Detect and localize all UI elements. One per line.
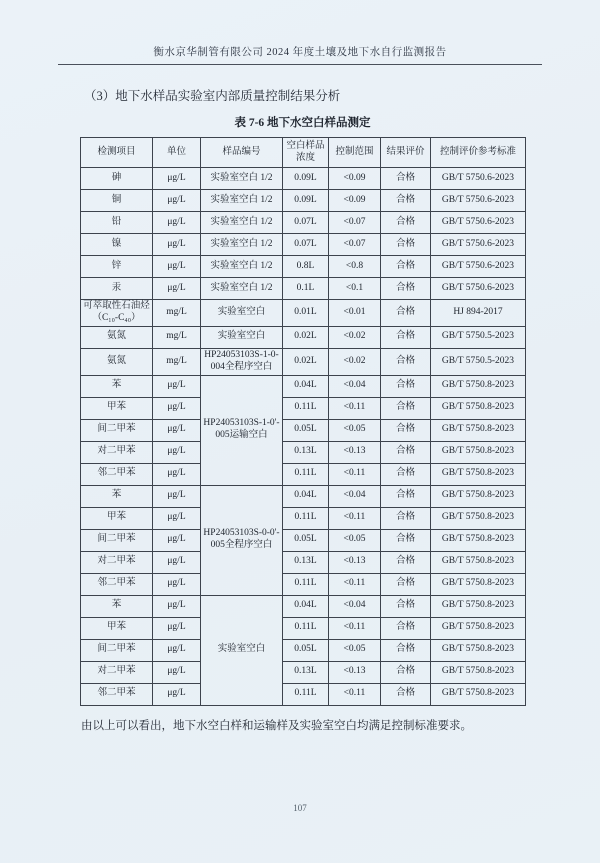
table-cell-conc: 0.13L [283, 551, 329, 573]
table-row [81, 617, 526, 639]
table-cell-standard: GB/T 5750.8-2023 [431, 595, 526, 617]
table-cell-conc: 0.02L [283, 326, 329, 348]
table-cell-unit: μg/L [153, 463, 201, 485]
table-cell-unit: μg/L [153, 397, 201, 419]
table-cell-range: <0.05 [329, 639, 381, 661]
table-cell-standard: GB/T 5750.8-2023 [431, 419, 526, 441]
table-row [81, 190, 526, 212]
table-cell-item: 对二甲苯 [81, 551, 153, 573]
column-header: 空白样品浓度 [283, 138, 329, 168]
table-cell-unit: μg/L [153, 617, 201, 639]
table-cell-range: <0.11 [329, 573, 381, 595]
table-cell-result: 合格 [381, 190, 431, 212]
table-cell-item: 间二甲苯 [81, 529, 153, 551]
table-cell-range: <0.8 [329, 256, 381, 278]
table-cell-conc: 0.11L [283, 683, 329, 705]
table-cell-range: <0.07 [329, 234, 381, 256]
table-row [81, 573, 526, 595]
table-header-row [81, 138, 526, 168]
table-cell-result: 合格 [381, 212, 431, 234]
table-row [81, 529, 526, 551]
table-cell-standard: GB/T 5750.8-2023 [431, 529, 526, 551]
table-cell-conc: 0.01L [283, 300, 329, 327]
table-cell-sample: 实验室空白 [201, 595, 283, 705]
table-row [81, 326, 526, 348]
table-cell-item: 邻二甲苯 [81, 463, 153, 485]
table-cell-result: 合格 [381, 397, 431, 419]
table-cell-conc: 0.11L [283, 617, 329, 639]
table-cell-result: 合格 [381, 326, 431, 348]
table-cell-unit: μg/L [153, 234, 201, 256]
table-cell-range: <0.04 [329, 595, 381, 617]
table-cell-unit: μg/L [153, 419, 201, 441]
section-heading: （3）地下水样品实验室内部质量控制结果分析 [84, 89, 341, 103]
table-cell-conc: 0.1L [283, 278, 329, 300]
table-cell-standard: GB/T 5750.8-2023 [431, 639, 526, 661]
table-cell-result: 合格 [381, 441, 431, 463]
table-cell-standard: GB/T 5750.8-2023 [431, 441, 526, 463]
table-cell-range: <0.13 [329, 551, 381, 573]
table-row [81, 551, 526, 573]
table-cell-item: 氨氮 [81, 326, 153, 348]
table-cell-range: <0.02 [329, 326, 381, 348]
table-row [81, 138, 526, 168]
table-cell-result: 合格 [381, 375, 431, 397]
conclusion-text: 由以上可以看出，地下水空白样和运输样及实验室空白均满足控制标准要求。 [81, 719, 472, 732]
table-cell-standard: GB/T 5750.8-2023 [431, 551, 526, 573]
table-cell-result: 合格 [381, 168, 431, 190]
table-cell-range: <0.09 [329, 190, 381, 212]
table-cell-conc: 0.09L [283, 168, 329, 190]
table-cell-item: 铜 [81, 190, 153, 212]
table-cell-result: 合格 [381, 661, 431, 683]
table-cell-unit: mg/L [153, 326, 201, 348]
table-cell-item: 锌 [81, 256, 153, 278]
table-cell-range: <0.11 [329, 397, 381, 419]
table-row [81, 212, 526, 234]
table-cell-item: 汞 [81, 278, 153, 300]
table-cell-standard: GB/T 5750.8-2023 [431, 507, 526, 529]
table-cell-item: 邻二甲苯 [81, 573, 153, 595]
table-cell-range: <0.07 [329, 212, 381, 234]
table-cell-sample: 实验室空白 [201, 300, 283, 327]
table-row [81, 168, 526, 190]
table-cell-conc: 0.11L [283, 463, 329, 485]
table-cell-unit: μg/L [153, 190, 201, 212]
table-cell-unit: μg/L [153, 529, 201, 551]
table-cell-result: 合格 [381, 573, 431, 595]
table-cell-item: 甲苯 [81, 617, 153, 639]
table-cell-unit: μg/L [153, 485, 201, 507]
blank-sample-table [80, 137, 526, 706]
table-row [81, 348, 526, 375]
table-cell-standard: GB/T 5750.6-2023 [431, 168, 526, 190]
table-row [81, 507, 526, 529]
table-row [81, 485, 526, 507]
table-cell-sample: HP24053103S-0-0'-005全程序空白 [201, 485, 283, 595]
table-cell-standard: GB/T 5750.8-2023 [431, 485, 526, 507]
table-cell-unit: μg/L [153, 212, 201, 234]
column-header: 样品编号 [201, 138, 283, 168]
table-cell-unit: μg/L [153, 573, 201, 595]
table-cell-range: <0.04 [329, 375, 381, 397]
table-cell-item: 甲苯 [81, 397, 153, 419]
table-cell-conc: 0.11L [283, 573, 329, 595]
table-cell-unit: μg/L [153, 441, 201, 463]
table-cell-standard: GB/T 5750.6-2023 [431, 234, 526, 256]
table-cell-conc: 0.09L [283, 190, 329, 212]
table-cell-range: <0.05 [329, 419, 381, 441]
table-cell-standard: GB/T 5750.8-2023 [431, 463, 526, 485]
table-cell-standard: GB/T 5750.8-2023 [431, 661, 526, 683]
table-cell-range: <0.1 [329, 278, 381, 300]
table-cell-conc: 0.05L [283, 419, 329, 441]
table-cell-unit: mg/L [153, 348, 201, 375]
table-cell-item: 邻二甲苯 [81, 683, 153, 705]
table-cell-unit: μg/L [153, 375, 201, 397]
table-cell-item: 铅 [81, 212, 153, 234]
column-header: 结果评价 [381, 138, 431, 168]
table-cell-item: 可萃取性石油烃（C₁₀-C₄₀） [81, 300, 153, 327]
table-cell-item: 苯 [81, 485, 153, 507]
table-cell-standard: GB/T 5750.5-2023 [431, 326, 526, 348]
table-cell-standard: GB/T 5750.8-2023 [431, 397, 526, 419]
table-cell-conc: 0.13L [283, 441, 329, 463]
table-cell-standard: GB/T 5750.8-2023 [431, 683, 526, 705]
table-cell-range: <0.11 [329, 507, 381, 529]
table-cell-item: 苯 [81, 595, 153, 617]
table-cell-conc: 0.05L [283, 529, 329, 551]
table-cell-result: 合格 [381, 485, 431, 507]
table-cell-range: <0.04 [329, 485, 381, 507]
table-cell-standard: GB/T 5750.8-2023 [431, 375, 526, 397]
table-cell-sample: 实验室空白 1/2 [201, 256, 283, 278]
table-cell-standard: GB/T 5750.6-2023 [431, 190, 526, 212]
table-cell-result: 合格 [381, 529, 431, 551]
table-cell-conc: 0.07L [283, 234, 329, 256]
table-cell-standard: GB/T 5750.6-2023 [431, 256, 526, 278]
table-cell-conc: 0.04L [283, 375, 329, 397]
table-cell-sample: 实验室空白 1/2 [201, 278, 283, 300]
table-cell-result: 合格 [381, 348, 431, 375]
table-cell-item: 对二甲苯 [81, 441, 153, 463]
table-cell-result: 合格 [381, 595, 431, 617]
table-row [81, 639, 526, 661]
table-row [81, 300, 526, 327]
table-cell-item: 砷 [81, 168, 153, 190]
column-header: 检测项目 [81, 138, 153, 168]
table-cell-item: 镍 [81, 234, 153, 256]
table-cell-result: 合格 [381, 278, 431, 300]
table-cell-standard: GB/T 5750.5-2023 [431, 348, 526, 375]
table-cell-range: <0.05 [329, 529, 381, 551]
table-cell-conc: 0.11L [283, 507, 329, 529]
column-header: 控制评价参考标准 [431, 138, 526, 168]
table-cell-result: 合格 [381, 617, 431, 639]
table-cell-standard: GB/T 5750.8-2023 [431, 573, 526, 595]
table-cell-unit: μg/L [153, 551, 201, 573]
table-cell-result: 合格 [381, 463, 431, 485]
table-cell-conc: 0.07L [283, 212, 329, 234]
table-cell-unit: μg/L [153, 595, 201, 617]
table-row [81, 595, 526, 617]
table-cell-result: 合格 [381, 419, 431, 441]
table-cell-standard: GB/T 5750.6-2023 [431, 278, 526, 300]
table-cell-result: 合格 [381, 639, 431, 661]
table-cell-result: 合格 [381, 551, 431, 573]
table-cell-sample: 实验室空白 1/2 [201, 212, 283, 234]
table-cell-unit: μg/L [153, 661, 201, 683]
table-title: 表 7-6 地下水空白样品测定 [234, 117, 371, 129]
table-cell-standard: GB/T 5750.8-2023 [431, 617, 526, 639]
column-header: 控制范围 [329, 138, 381, 168]
table-cell-range: <0.02 [329, 348, 381, 375]
table-cell-range: <0.11 [329, 463, 381, 485]
table-cell-sample: HP24053103S-1-0-004全程序空白 [201, 348, 283, 375]
table-cell-range: <0.01 [329, 300, 381, 327]
table-cell-item: 甲苯 [81, 507, 153, 529]
report-header-title: 衡水京华制管有限公司 2024 年度土壤及地下水自行监测报告 [153, 47, 447, 58]
table-cell-unit: μg/L [153, 278, 201, 300]
table-cell-result: 合格 [381, 507, 431, 529]
table-cell-unit: μg/L [153, 639, 201, 661]
table-row [81, 463, 526, 485]
table-cell-sample: 实验室空白 [201, 326, 283, 348]
table-row [81, 441, 526, 463]
table-cell-unit: μg/L [153, 168, 201, 190]
table-cell-sample: HP24053103S-1-0'-005运输空白 [201, 375, 283, 485]
table-cell-sample: 实验室空白 1/2 [201, 168, 283, 190]
table-cell-sample: 实验室空白 1/2 [201, 234, 283, 256]
table-cell-item: 苯 [81, 375, 153, 397]
table-row [81, 234, 526, 256]
table-cell-sample: 实验室空白 1/2 [201, 190, 283, 212]
column-header: 单位 [153, 138, 201, 168]
page-number: 107 [293, 803, 307, 813]
table-cell-conc: 0.02L [283, 348, 329, 375]
report-header [58, 0, 542, 65]
table-cell-standard: HJ 894-2017 [431, 300, 526, 327]
table-row [81, 375, 526, 397]
table-cell-conc: 0.8L [283, 256, 329, 278]
table-cell-range: <0.11 [329, 683, 381, 705]
table-cell-item: 间二甲苯 [81, 419, 153, 441]
table-cell-conc: 0.13L [283, 661, 329, 683]
table-cell-range: <0.13 [329, 661, 381, 683]
table-cell-item: 氨氮 [81, 348, 153, 375]
table-cell-item: 对二甲苯 [81, 661, 153, 683]
table-row [81, 278, 526, 300]
table-cell-result: 合格 [381, 300, 431, 327]
table-row [81, 256, 526, 278]
table-cell-standard: GB/T 5750.6-2023 [431, 212, 526, 234]
table-cell-range: <0.13 [329, 441, 381, 463]
table-cell-result: 合格 [381, 234, 431, 256]
table-cell-item: 间二甲苯 [81, 639, 153, 661]
table-row [81, 661, 526, 683]
table-cell-conc: 0.04L [283, 595, 329, 617]
table-cell-unit: μg/L [153, 683, 201, 705]
table-row [81, 683, 526, 705]
table-row [81, 419, 526, 441]
table-cell-result: 合格 [381, 256, 431, 278]
table-cell-range: <0.09 [329, 168, 381, 190]
table-cell-conc: 0.05L [283, 639, 329, 661]
table-cell-range: <0.11 [329, 617, 381, 639]
table-cell-unit: μg/L [153, 256, 201, 278]
table-body [81, 168, 526, 706]
table-cell-result: 合格 [381, 683, 431, 705]
table-cell-unit: mg/L [153, 300, 201, 327]
table-row [81, 397, 526, 419]
table-cell-conc: 0.11L [283, 397, 329, 419]
table-cell-unit: μg/L [153, 507, 201, 529]
table-cell-conc: 0.04L [283, 485, 329, 507]
